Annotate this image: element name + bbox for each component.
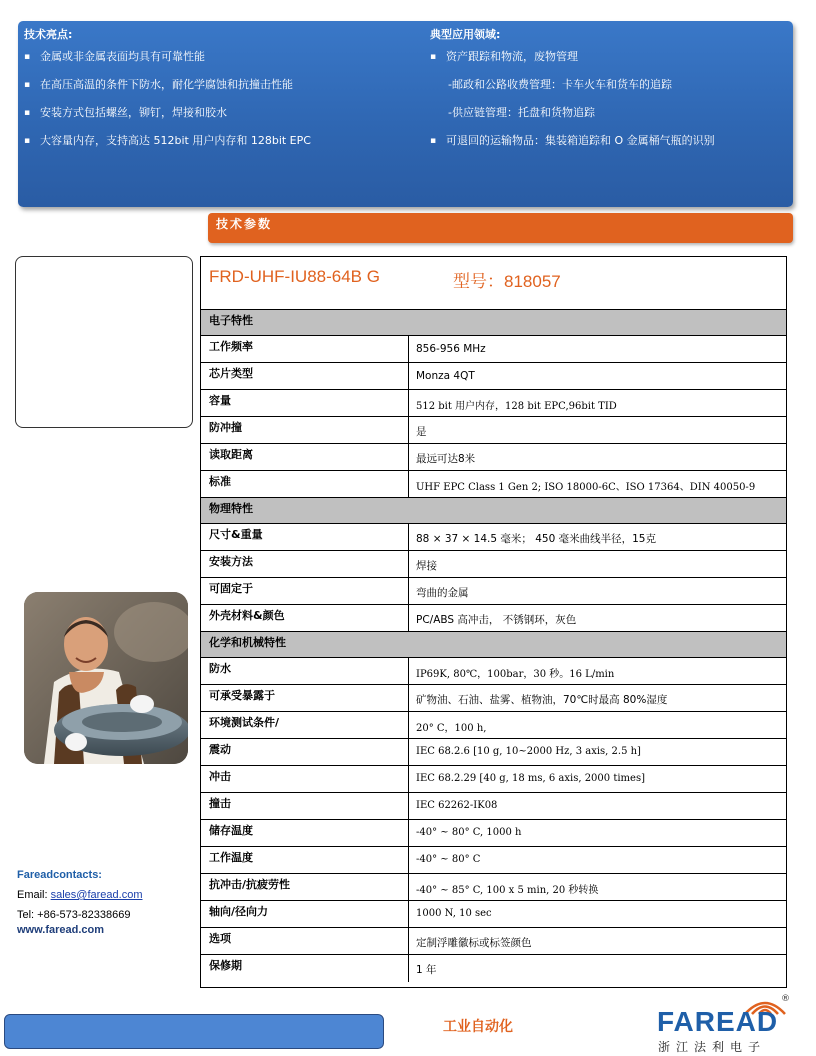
worker-illustration: [24, 592, 188, 764]
table-row: [201, 955, 786, 982]
spec-value: 1000 N, 10 sec: [416, 908, 492, 919]
footer-tagline: 工业自动化: [443, 1019, 513, 1035]
highlight-item: ▪ 大容量内存，支持高达 512bit 用户内存和 128bit EPC: [24, 135, 311, 163]
worker-photo: [24, 592, 188, 764]
footer-bar: [4, 1014, 384, 1049]
website-link[interactable]: www.faread.com: [17, 924, 105, 936]
spec-value: -40° ~ 80° C: [416, 854, 481, 865]
highlight-item: ▪ 在高压高温的条件下防水，耐化学腐蚀和抗撞击性能: [24, 79, 311, 107]
table-row: [201, 658, 786, 685]
logo-chinese-name: 浙江法利电子: [658, 1040, 767, 1054]
table-row: [201, 685, 786, 712]
table-row: [201, 444, 786, 471]
spec-key: 标准: [201, 471, 409, 497]
spec-key: 尺寸&重量: [201, 524, 409, 550]
table-row: [201, 471, 786, 498]
spec-value: -40° ~ 85° C, 100 x 5 min, 20 秒转换: [416, 885, 599, 896]
features-banner: [18, 21, 793, 207]
faread-logo: [655, 994, 795, 1054]
table-row: [201, 363, 786, 390]
table-row: [201, 928, 786, 955]
table-row: [201, 739, 786, 766]
spec-value: IEC 68.2.29 [40 g, 18 ms, 6 axis, 2000 times]: [416, 773, 645, 784]
section-chemical: 化学和机械特性: [201, 632, 786, 658]
tech-params-header: [208, 213, 793, 243]
spec-value: IP69K, 80℃，100bar，30 秒。16 L/min: [416, 669, 615, 680]
spec-value: 是: [416, 426, 427, 438]
table-row: [201, 874, 786, 901]
application-subitem: -供应链管理：托盘和货物追踪: [448, 106, 595, 119]
section-physical: 物理特性: [201, 498, 786, 524]
contacts-title: Fareadcontacts:: [17, 869, 102, 881]
spec-value: -40° ~ 80° C, 1000 h: [416, 827, 522, 838]
spec-key: 轴向/径向力: [201, 901, 409, 927]
spec-key: 读取距离: [201, 444, 409, 470]
spec-value: 弯曲的金属: [416, 587, 469, 599]
highlight-item: ▪ 安装方式包括螺丝，铆钉，焊接和胶水: [24, 107, 311, 135]
table-row: [201, 793, 786, 820]
table-row: [201, 847, 786, 874]
spec-value: 20° C，100 h,: [416, 723, 487, 734]
spec-key: 储存温度: [201, 820, 409, 846]
email-label: Email:: [17, 889, 51, 901]
spec-value: Monza 4QT: [416, 370, 475, 382]
spec-header: [201, 257, 786, 310]
application-subitem: -邮政和公路收费管理：卡车火车和货车的追踪: [448, 78, 672, 91]
spec-key: 震动: [201, 739, 409, 765]
contact-block: [17, 869, 143, 936]
table-row: [201, 712, 786, 739]
spec-value: UHF EPC Class 1 Gen 2; ISO 18000-6C、ISO 17364、DIN 40050-9: [416, 482, 756, 493]
spec-value: 定制浮雕徽标或标签颜色: [416, 937, 532, 949]
section-electronic: 电子特性: [201, 310, 786, 336]
spec-value: IEC 62262-IK08: [416, 800, 498, 811]
application-item: ▪ 可退回的运输物品：集装箱追踪和 O 金属桶气瓶的识别: [430, 135, 715, 163]
spec-value: 856-956 MHz: [416, 343, 486, 355]
spec-value: 88 × 37 × 14.5 毫米； 450 毫米曲线半径，15克: [416, 533, 656, 545]
application-item: ▪ 资产跟踪和物流，废物管理: [430, 51, 715, 79]
table-row: [201, 551, 786, 578]
spec-key: 防冲撞: [201, 417, 409, 443]
table-row: [201, 390, 786, 417]
tech-params-title: 技术参数: [216, 217, 273, 231]
spec-key: 防水: [201, 658, 409, 684]
email-link[interactable]: sales@faread.com: [50, 889, 143, 901]
table-row: [201, 605, 786, 632]
table-row: [201, 578, 786, 605]
table-row: [201, 524, 786, 551]
spec-key: 工作温度: [201, 847, 409, 873]
spec-key: 保修期: [201, 955, 409, 982]
spec-key: 选项: [201, 928, 409, 954]
logo-wordmark: FAREAD: [657, 1006, 779, 1037]
spec-key: 容量: [201, 390, 409, 416]
spec-key: 可承受暴露于: [201, 685, 409, 711]
spec-value: 1 年: [416, 964, 437, 976]
highlights-title: 技术亮点:: [24, 28, 73, 41]
spec-value: PC/ABS 高冲击， 不锈钢环，灰色: [416, 614, 577, 626]
registered-mark: ®: [781, 994, 790, 1004]
model-name: FRD-UHF-IU88-64B G: [209, 267, 380, 286]
spec-table: [200, 256, 787, 988]
highlights-column: [24, 29, 311, 163]
tel-line: Tel: +86-573-82338669: [17, 909, 131, 921]
spec-key: 安装方法: [201, 551, 409, 577]
table-row: [201, 901, 786, 928]
table-row: [201, 417, 786, 444]
applications-column: [430, 29, 715, 163]
table-row: [201, 766, 786, 793]
applications-title: 典型应用领域:: [430, 28, 501, 41]
spec-key: 芯片类型: [201, 363, 409, 389]
spec-key: 环境测试条件/: [201, 712, 409, 738]
spec-value: IEC 68.2.6 [10 g, 10~2000 Hz, 3 axis, 2.5 h]: [416, 746, 641, 757]
spec-key: 外壳材料&颜色: [201, 605, 409, 631]
model-number: 型号：818057: [453, 272, 561, 291]
spec-key: 冲击: [201, 766, 409, 792]
spec-value: 焊接: [416, 560, 437, 572]
product-image-frame: [15, 256, 193, 428]
highlight-item: ▪ 金属或非金属表面均具有可靠性能: [24, 51, 311, 79]
spec-key: 抗冲击/抗疲劳性: [201, 874, 409, 900]
spec-key: 工作频率: [201, 336, 409, 362]
spec-key: 撞击: [201, 793, 409, 819]
spec-value: 矿物油、石油、盐雾、植物油，70℃时最高 80%湿度: [416, 694, 668, 706]
email-line: [17, 889, 143, 901]
spec-key: 可固定于: [201, 578, 409, 604]
table-row: [201, 336, 786, 363]
table-row: [201, 820, 786, 847]
spec-value: 512 bit 用户内存，128 bit EPC,96bit TID: [416, 401, 617, 412]
spec-value: 最远可达8米: [416, 453, 476, 465]
